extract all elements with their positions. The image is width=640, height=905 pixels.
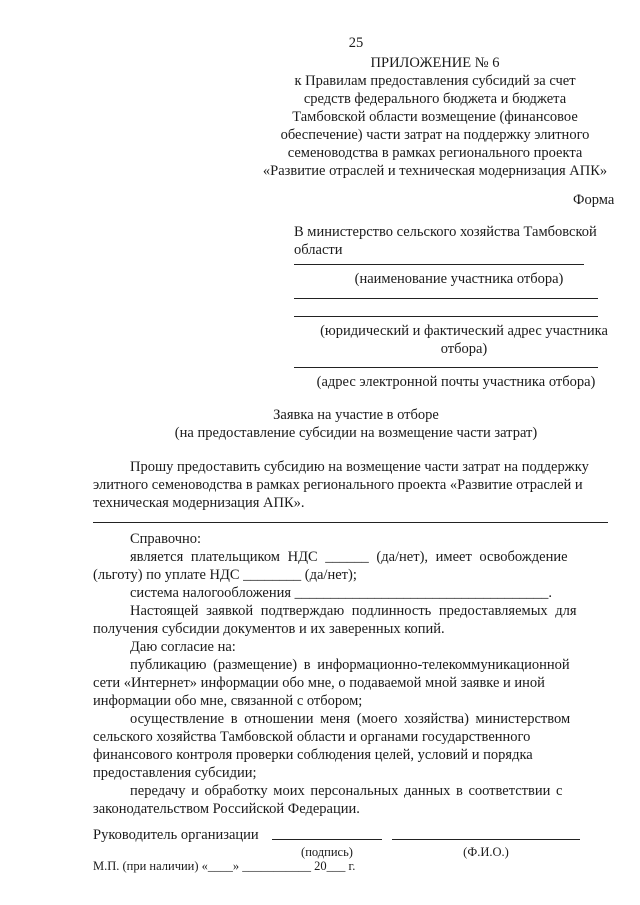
stamp-date-line: М.П. (при наличии) «____» ___________ 20___ г.: [93, 859, 356, 873]
inspection-line-2: сельского хозяйства Тамбовской области и органами государственного: [93, 729, 531, 745]
personal-data-line-1: передачу и обработку моих персональных данных в соответствии с: [130, 783, 563, 799]
addressee-line-1: В министерство сельского хозяйства Тамбовской: [294, 224, 597, 240]
page-number: 25: [348, 35, 364, 51]
head-of-organization-label: Руководитель организации: [93, 827, 259, 843]
publication-line-3: информации обо мне, связанной с отбором;: [93, 693, 363, 709]
inspection-line-4: предоставления субсидии;: [93, 765, 257, 781]
publication-line-1: публикацию (размещение) в информационно-телекоммуникационной: [130, 657, 570, 673]
vat-line-2: (льготу) по уплате НДС ________ (да/нет);: [93, 567, 357, 583]
application-blank-field[interactable]: [93, 522, 608, 523]
address-caption-1: (юридический и фактический адрес участника: [320, 323, 608, 339]
publication-line-2: сети «Интернет» информации обо мне, о подаваемой мной заявке и иной: [93, 675, 545, 691]
personal-data-line-2: законодательством Российской Федерации.: [93, 801, 360, 817]
application-title: Заявка на участие в отборе: [273, 407, 439, 423]
participant-name-field[interactable]: [294, 264, 584, 265]
address-caption-2: отбора): [440, 341, 488, 357]
appendix-line: обеспечение) части затрат на поддержку элитного: [280, 127, 590, 143]
appendix-line: к Правилам предоставления субсидий за счет: [294, 73, 576, 89]
application-body-line-1: Прошу предоставить субсидию на возмещение части затрат на поддержку: [130, 459, 589, 475]
inspection-line-3: финансового контроля проверки соблюдения целей, условий и порядка: [93, 747, 533, 763]
confirm-line-1: Настоящей заявкой подтверждаю подлинность предоставляемых для: [130, 603, 577, 619]
appendix-line: «Развитие отраслей и техническая модернизация АПК»: [262, 163, 608, 179]
addressee-line-2: области: [294, 242, 343, 258]
inspection-line-1: осуществление в отношении меня (моего хозяйства) министерством: [130, 711, 571, 727]
reference-heading: Справочно:: [130, 531, 202, 547]
signature-field[interactable]: [272, 839, 382, 840]
appendix-line: средств федерального бюджета и бюджета: [303, 91, 567, 107]
application-body-line-3: техническая модернизация АПК».: [93, 495, 305, 511]
appendix-title: ПРИЛОЖЕНИЕ № 6: [370, 55, 500, 71]
application-body-line-2: элитного семеноводства в рамках регионального проекта «Развитие отраслей и: [93, 477, 583, 493]
form-label: Форма: [573, 192, 615, 208]
appendix-line: Тамбовской области возмещение (финансовое: [292, 109, 578, 125]
address-field-1[interactable]: [294, 298, 598, 299]
full-name-caption: (Ф.И.О.): [463, 845, 509, 859]
application-subtitle: (на предоставление субсидии на возмещение части затрат): [174, 425, 538, 441]
consent-heading: Даю согласие на:: [130, 639, 236, 655]
appendix-subtitle: [240, 72, 630, 180]
full-name-field[interactable]: [392, 839, 580, 840]
signature-caption: (подпись): [301, 845, 353, 859]
appendix-line: семеноводства в рамках регионального проекта: [287, 145, 583, 161]
vat-line-1: является плательщиком НДС ______ (да/нет), имеет освобождение: [130, 549, 568, 565]
tax-system-line: система налогообложения ___________________________________.: [130, 585, 553, 601]
confirm-line-2: получения субсидии документов и их заверенных копий.: [93, 621, 445, 637]
email-caption: (адрес электронной почты участника отбора): [316, 374, 596, 390]
address-field-2[interactable]: [294, 316, 598, 317]
participant-name-caption: (наименование участника отбора): [354, 271, 564, 287]
email-field[interactable]: [294, 367, 598, 368]
